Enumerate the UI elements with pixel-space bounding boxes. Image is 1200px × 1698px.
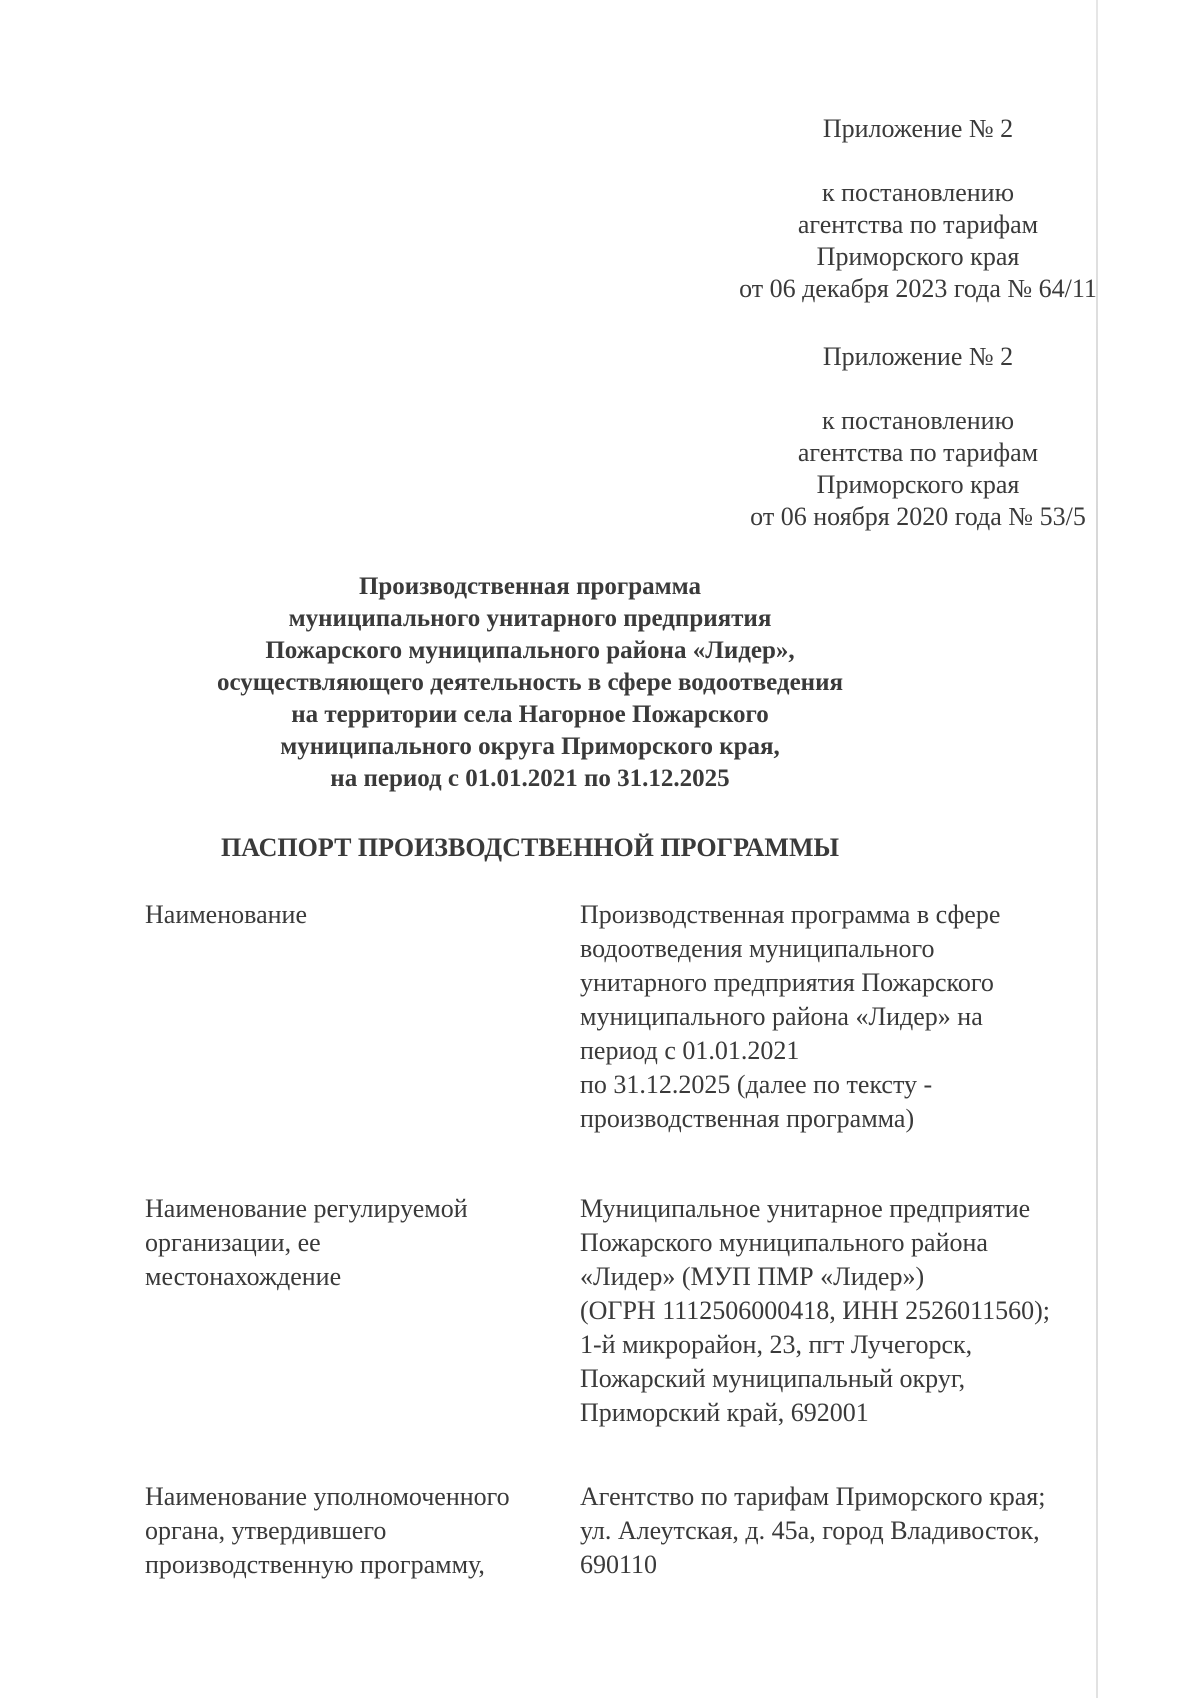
value-line: производственная программа) — [580, 1104, 915, 1133]
label-line: Наименование — [145, 900, 307, 929]
row-value — [580, 898, 1100, 1136]
label-line: местонахождение — [145, 1262, 342, 1291]
value-line: по 31.12.2025 (далее по тексту - — [580, 1070, 933, 1099]
appendix-line: агентства по тарифам — [797, 438, 1039, 467]
value-line: период с 01.01.2021 — [580, 1036, 800, 1065]
value-line: Производственная программа в сфере — [580, 900, 1001, 929]
document-title — [150, 571, 910, 795]
row-label — [145, 1480, 555, 1582]
title-line: на территории села Нагорное Пожарского — [291, 701, 769, 728]
value-line: 690110 — [580, 1550, 658, 1579]
value-line: водоотведения муниципального — [580, 934, 935, 963]
value-line: «Лидер» (МУП ПМР «Лидер») — [580, 1262, 925, 1291]
appendix-date-line: от 06 декабря 2023 года № 64/11 — [739, 274, 1097, 303]
appendix-line: агентства по тарифам — [797, 210, 1039, 239]
value-line: 1-й микрорайон, 23, пгт Лучегорск, — [580, 1330, 973, 1359]
label-line: производственную программу, — [145, 1550, 485, 1579]
value-line: муниципального района «Лидер» на — [580, 1002, 983, 1031]
value-line: Пожарского муниципального района — [580, 1228, 988, 1257]
title-line: Производственная программа — [358, 573, 702, 600]
title-line: Пожарского муниципального района «Лидер», — [265, 637, 795, 664]
passport-heading: ПАСПОРТ ПРОИЗВОДСТВЕННОЙ ПРОГРАММЫ — [220, 833, 840, 862]
value-line: Приморский край, 692001 — [580, 1398, 869, 1427]
title-line: осуществляющего деятельность в сфере водоотведения — [216, 669, 843, 696]
label-line: Наименование уполномоченного — [145, 1482, 510, 1511]
appendix-block-current — [648, 113, 1188, 305]
appendix-date-line: от 06 ноября 2020 года № 53/5 — [750, 502, 1086, 531]
row-value — [580, 1192, 1100, 1430]
appendix-line: Приморского края — [816, 470, 1020, 499]
appendix-line: Приморского края — [816, 242, 1020, 271]
appendix-line: к постановлению — [821, 178, 1015, 207]
title-line: муниципального округа Приморского края, — [280, 733, 780, 760]
label-line: органа, утвердившего — [145, 1516, 387, 1545]
appendix-block-original — [648, 341, 1188, 533]
value-line: унитарного предприятия Пожарского — [580, 968, 994, 997]
value-line: Муниципальное унитарное предприятие — [580, 1194, 1031, 1223]
row-label — [145, 1192, 555, 1294]
value-line: (ОГРН 1112506000418, ИНН 2526011560); — [580, 1296, 1051, 1325]
title-line: муниципального унитарного предприятия — [288, 605, 772, 632]
value-line: Агентство по тарифам Приморского края; — [580, 1482, 1046, 1511]
title-line: на период с 01.01.2021 по 31.12.2025 — [330, 765, 730, 792]
label-line: Наименование регулируемой — [145, 1194, 468, 1223]
value-line: Пожарский муниципальный округ, — [580, 1364, 966, 1393]
value-line: ул. Алеутская, д. 45а, город Владивосток, — [580, 1516, 1040, 1545]
label-line: организации, ее — [145, 1228, 321, 1257]
appendix-number: Приложение № 2 — [822, 342, 1014, 371]
appendix-line: к постановлению — [821, 406, 1015, 435]
row-value — [580, 1480, 1100, 1582]
appendix-number: Приложение № 2 — [822, 114, 1014, 143]
row-label — [145, 898, 555, 932]
